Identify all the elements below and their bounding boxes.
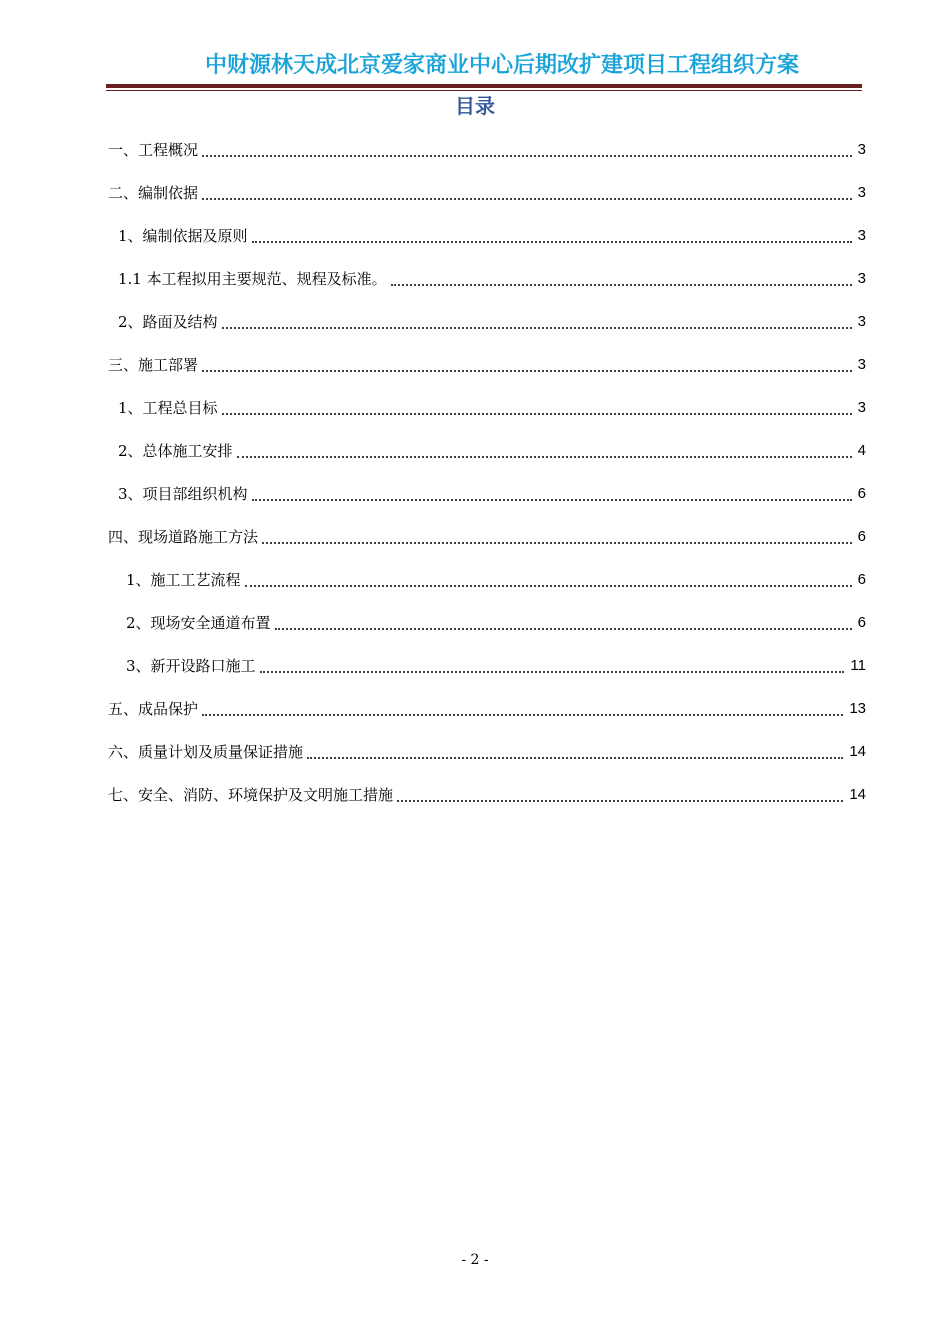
toc-title: 目录: [455, 94, 495, 118]
toc-entry-label: 二、编制依据: [108, 184, 199, 202]
toc-entry-label: 七、安全、消防、环境保护及文明施工措施: [108, 786, 394, 804]
toc-leader-dots: [222, 409, 852, 415]
toc-entry-page: 3: [857, 184, 866, 201]
toc-entry-page: 14: [849, 786, 866, 803]
toc-entry[interactable]: [108, 171, 866, 214]
toc-entry-label: 1、工程总目标: [118, 399, 218, 417]
toc-entry-page: 13: [849, 700, 866, 717]
toc-entry[interactable]: [108, 558, 866, 601]
toc-leader-dots: [245, 581, 852, 587]
toc-entry-page: 3: [857, 399, 866, 416]
toc-entry[interactable]: [108, 386, 866, 429]
toc-leader-dots: [391, 280, 852, 286]
toc-entry[interactable]: [108, 343, 866, 386]
toc-leader-dots: [275, 624, 852, 630]
table-of-contents: [108, 128, 866, 816]
toc-entry[interactable]: [108, 300, 866, 343]
toc-entry[interactable]: [108, 214, 866, 257]
header-divider-thick: [106, 84, 862, 88]
toc-entry-label: 2、现场安全通道布置: [126, 614, 271, 632]
toc-entry-label: 三、施工部署: [108, 356, 199, 374]
toc-entry[interactable]: [108, 644, 866, 687]
toc-entry-label: 1、编制依据及原则: [118, 227, 248, 245]
toc-entry-page: 3: [857, 313, 866, 330]
toc-leader-dots: [202, 194, 852, 200]
toc-leader-dots: [202, 151, 852, 157]
toc-entry[interactable]: [108, 687, 866, 730]
page-number: - 2 -: [461, 1252, 489, 1268]
toc-entry-label: 3、项目部组织机构: [118, 485, 248, 503]
toc-leader-dots: [202, 366, 852, 372]
toc-entry[interactable]: [108, 128, 866, 171]
toc-entry[interactable]: [108, 257, 866, 300]
toc-entry-label: 2、路面及结构: [118, 313, 218, 331]
toc-entry-label: 一、工程概况: [108, 141, 199, 159]
toc-entry-label: 五、成品保护: [108, 700, 199, 718]
toc-entry-label: 1.1 本工程拟用主要规范、规程及标准。: [118, 270, 387, 288]
toc-leader-dots: [237, 452, 852, 458]
toc-entry[interactable]: [108, 601, 866, 644]
toc-entry-page: 3: [857, 356, 866, 373]
toc-leader-dots: [252, 237, 852, 243]
toc-leader-dots: [202, 710, 843, 716]
toc-entry-page: 3: [857, 141, 866, 158]
toc-entry[interactable]: [108, 515, 866, 558]
toc-entry[interactable]: [108, 730, 866, 773]
toc-leader-dots: [397, 796, 843, 802]
toc-entry[interactable]: [108, 429, 866, 472]
toc-entry-page: 3: [857, 227, 866, 244]
toc-entry-page: 6: [857, 485, 866, 502]
toc-entry-page: 6: [857, 571, 866, 588]
toc-leader-dots: [307, 753, 843, 759]
toc-entry[interactable]: [108, 773, 866, 816]
toc-entry-label: 2、总体施工安排: [118, 442, 233, 460]
toc-entry-label: 3、新开设路口施工: [126, 657, 256, 675]
toc-entry-page: 14: [849, 743, 866, 760]
toc-entry-page: 11: [850, 657, 866, 674]
toc-entry-page: 3: [857, 270, 866, 287]
toc-entry-page: 6: [857, 528, 866, 545]
toc-entry-label: 1、施工工艺流程: [126, 571, 241, 589]
toc-leader-dots: [262, 538, 852, 544]
toc-leader-dots: [222, 323, 852, 329]
toc-leader-dots: [260, 667, 845, 673]
document-header-title: 中财源林天成北京爱家商业中心后期改扩建项目工程组织方案: [205, 53, 800, 78]
toc-leader-dots: [252, 495, 852, 501]
toc-entry[interactable]: [108, 472, 866, 515]
toc-entry-page: 6: [857, 614, 866, 631]
toc-entry-label: 六、质量计划及质量保证措施: [108, 743, 304, 761]
toc-entry-label: 四、现场道路施工方法: [108, 528, 259, 546]
toc-entry-page: 4: [857, 442, 866, 459]
